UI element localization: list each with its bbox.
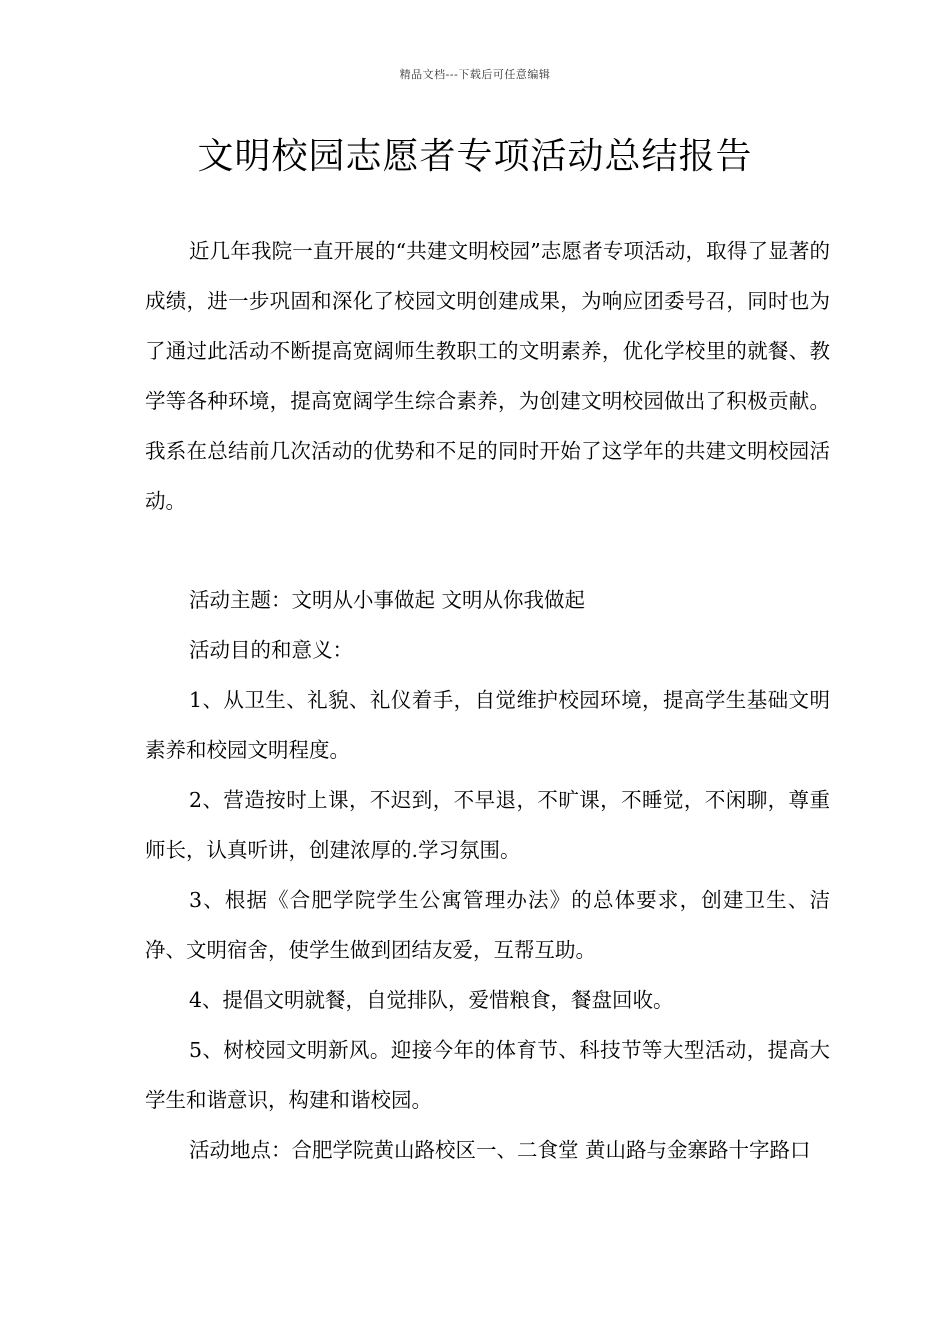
purpose-item-3: 3、根据《合肥学院学生公寓管理办法》的总体要求，创建卫生、洁净、文明宿舍，使学生做到团结友爱，互帮互助。 xyxy=(145,888,830,962)
purpose-item-5: 5、树校园文明新风。迎接今年的体育节、科技节等大型活动，提高大学生和谐意识，构建和谐校园。 xyxy=(145,1038,830,1112)
purpose-item-2: 2、营造按时上课，不迟到，不早退，不旷课，不睡觉，不闲聊，尊重师长，认真听讲，创建浓厚的.学习氛围。 xyxy=(145,788,830,862)
intro-paragraph: 近几年我院一直开展的“共建文明校园”志愿者专项活动，取得了显著的成绩，进一步巩固和深化了校园文明创建成果，为响应团委号召，同时也为了通过此活动不断提高宽阔师生教职工的文明素养，优化学校里的就餐、教学等各种环境，提高宽阔学生综合素养，为创建文明校园做出了积极贡献。我系在总结前几次活动的优势和不足的同时开始了这学年的共建文明校园活动。 xyxy=(145,239,830,513)
activity-section xyxy=(145,575,830,1175)
intro-section xyxy=(145,226,830,526)
document-title: 文明校园志愿者专项活动总结报告 xyxy=(197,136,753,177)
purpose-heading: 活动目的和意义： xyxy=(189,638,353,662)
activity-location: 活动地点：合肥学院黄山路校区一、二食堂 黄山路与金寨路十字路口 xyxy=(189,1138,811,1162)
activity-theme: 活动主题：文明从小事做起 文明从你我做起 xyxy=(189,588,586,612)
purpose-item-1: 1、从卫生、礼貌、礼仪着手，自觉维护校园环境，提高学生基础文明素养和校园文明程度。 xyxy=(145,688,830,762)
purpose-item-4: 4、提倡文明就餐，自觉排队，爱惜粮食，餐盘回收。 xyxy=(189,988,674,1012)
header-note: 精品文档---下载后可任意编辑 xyxy=(399,68,551,81)
